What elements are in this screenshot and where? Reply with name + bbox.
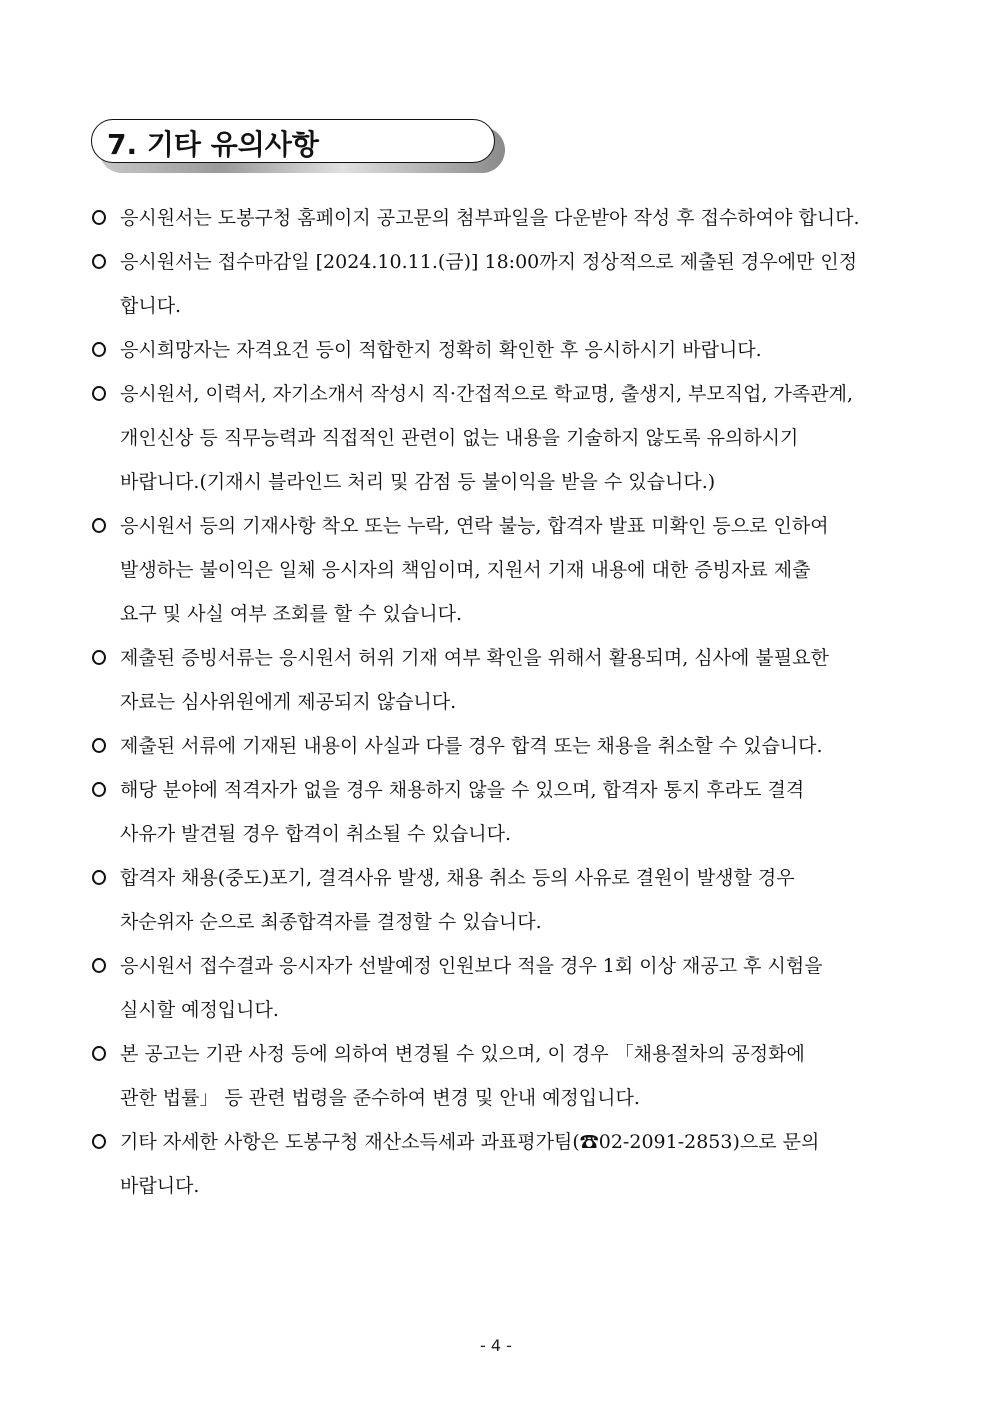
circle-bullet-icon	[92, 342, 106, 357]
section-title: 7. 기타 유의사항	[107, 128, 319, 161]
notice-item-5	[90, 504, 910, 636]
circle-bullet-icon	[92, 386, 106, 401]
notice-line: 제출된 서류에 기재된 내용이 사실과 다를 경우 합격 또는 채용을 취소할 수 있습니다.	[120, 735, 823, 757]
notice-line: 응시원서는 도봉구청 홈페이지 공고문의 첨부파일을 다운받아 작성 후 접수하여야 합니다.	[120, 207, 860, 229]
section-title-box	[91, 119, 497, 165]
notice-line: 응시원서 접수결과 응시자가 선발예정 인원보다 적을 경우 1회 이상 재공고 후 시험을	[120, 955, 823, 977]
notice-item-9	[90, 856, 910, 944]
circle-bullet-icon	[92, 1134, 106, 1149]
circle-bullet-icon	[92, 958, 106, 973]
notice-line: 사유가 발견될 경우 합격이 취소될 수 있습니다.	[120, 823, 512, 845]
notice-item-1	[90, 196, 910, 240]
circle-bullet-icon	[92, 254, 106, 269]
notice-item-3	[90, 328, 910, 372]
notice-line: 개인신상 등 직무능력과 직접적인 관련이 없는 내용을 기술하지 않도록 유의하시기	[120, 427, 799, 449]
notice-item-6	[90, 636, 910, 724]
notice-line: 합격자 채용(중도)포기, 결격사유 발생, 채용 취소 등의 사유로 결원이 발생할 경우	[120, 867, 795, 889]
notice-line: 관한 법률」 등 관련 법령을 준수하여 변경 및 안내 예정입니다.	[120, 1087, 640, 1109]
notice-line: 응시원서 등의 기재사항 착오 또는 누락, 연락 불능, 합격자 발표 미확인 등으로 인하여	[120, 515, 829, 537]
notice-line: 바랍니다.(기재시 블라인드 처리 및 감점 등 불이익을 받을 수 있습니다.)	[120, 471, 716, 493]
notice-line: 응시원서, 이력서, 자기소개서 작성시 직·간접적으로 학교명, 출생지, 부모직업, 가족관계,	[120, 383, 853, 405]
notice-item-8	[90, 768, 910, 856]
circle-bullet-icon	[92, 1046, 106, 1061]
notice-line: 발생하는 불이익은 일체 응시자의 책임이며, 지원서 기재 내용에 대한 증빙자료 제출	[120, 559, 811, 581]
notice-line: 바랍니다.	[120, 1175, 200, 1197]
notice-line: 합니다.	[120, 295, 182, 317]
notice-item-7	[90, 724, 910, 768]
circle-bullet-icon	[92, 870, 106, 885]
notice-item-4	[90, 372, 910, 504]
notice-line: 응시희망자는 자격요건 등이 적합한지 정확히 확인한 후 응시하시기 바랍니다.	[120, 339, 762, 361]
notice-line: 해당 분야에 적격자가 없을 경우 채용하지 않을 수 있으며, 합격자 통지 후라도 결격	[120, 779, 805, 801]
notice-list	[90, 196, 910, 1208]
notice-line: 차순위자 순으로 최종합격자를 결정할 수 있습니다.	[120, 911, 542, 933]
notice-item-12	[90, 1120, 910, 1208]
notice-line: 제출된 증빙서류는 응시원서 허위 기재 여부 확인을 위해서 활용되며, 심사에 불필요한	[120, 647, 829, 669]
circle-bullet-icon	[92, 518, 106, 533]
notice-item-10	[90, 944, 910, 1032]
notice-line: 본 공고는 기관 사정 등에 의하여 변경될 수 있으며, 이 경우 「채용절차의 공정화에	[120, 1043, 805, 1065]
notice-line: 자료는 심사위원에게 제공되지 않습니다.	[120, 691, 457, 713]
notice-line: 요구 및 사실 여부 조회를 할 수 있습니다.	[120, 603, 462, 625]
notice-item-2	[90, 240, 910, 328]
notice-line: 기타 자세한 사항은 도봉구청 재산소득세과 과표평가팀(☎02-2091-2853)으로 문의	[120, 1131, 820, 1153]
notice-item-11	[90, 1032, 910, 1120]
circle-bullet-icon	[92, 738, 106, 753]
circle-bullet-icon	[92, 782, 106, 797]
notice-line: 실시할 예정입니다.	[120, 999, 279, 1021]
page-number: - 4 -	[480, 1336, 512, 1355]
circle-bullet-icon	[92, 650, 106, 665]
circle-bullet-icon	[92, 210, 106, 225]
notice-line: 응시원서는 접수마감일 [2024.10.11.(금)] 18:00까지 정상적으로 제출된 경우에만 인정	[120, 251, 858, 273]
